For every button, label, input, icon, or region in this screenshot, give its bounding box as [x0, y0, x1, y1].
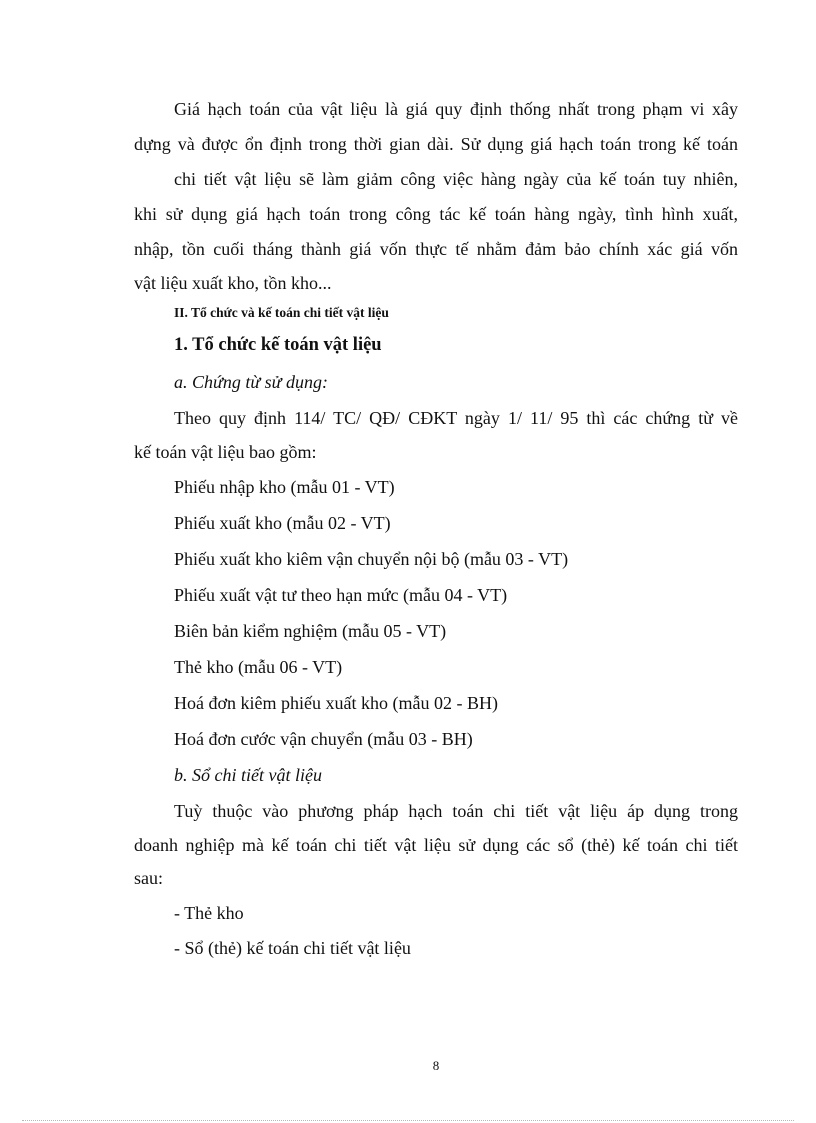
section-heading: II. Tổ chức và kế toán chi tiết vật liệu	[174, 305, 389, 320]
document-list-item: Phiếu xuất vật tư theo hạn mức (mẫu 04 - VT)	[174, 585, 508, 605]
page-bottom-divider	[22, 1120, 794, 1121]
paragraph4-line3: sau:	[134, 868, 163, 888]
document-list-item: Thẻ kho (mẫu 06 - VT)	[174, 657, 343, 677]
paragraph2-line1: chi tiết vật liệu sẽ làm giảm công việc hàng ngày của kế toán tuy nhiên,	[174, 169, 738, 189]
document-list-item: Phiếu xuất kho (mẫu 02 - VT)	[174, 513, 391, 533]
paragraph4-line1: Tuỳ thuộc vào phương pháp hạch toán chi tiết vật liệu áp dụng trong	[174, 801, 738, 821]
document-list-item: Biên bản kiểm nghiệm (mẫu 05 - VT)	[174, 621, 447, 641]
document-list-item: Phiếu xuất kho kiêm vận chuyển nội bộ (mẫu 03 - VT)	[174, 549, 569, 569]
paragraph1-line2: dựng và được ổn định trong thời gian dài. Sử dụng giá hạch toán trong kế toán	[134, 134, 738, 154]
paragraph3-line1: Theo quy định 114/ TC/ QĐ/ CĐKT ngày 1/ 11/ 95 thì các chứng từ về	[174, 408, 738, 428]
paragraph1-line1: Giá hạch toán của vật liệu là giá quy định thống nhất trong phạm vi xây	[174, 99, 738, 119]
paragraph3-line2: kế toán vật liệu bao gồm:	[134, 442, 317, 462]
book-list-item: - Thẻ kho	[174, 903, 244, 923]
subsection-heading: 1. Tổ chức kế toán vật liệu	[174, 335, 382, 355]
book-list-item: - Sổ (thẻ) kế toán chi tiết vật liệu	[174, 938, 411, 958]
paragraph2-line2: khi sử dụng giá hạch toán trong công tác kế toán hàng ngày, tình hình xuất,	[134, 204, 738, 224]
paragraph4-line2: doanh nghiệp mà kế toán chi tiết vật liệu sử dụng các sổ (thẻ) kế toán chi tiết	[134, 835, 738, 855]
paragraph2-line4: vật liệu xuất kho, tồn kho...	[134, 273, 332, 293]
paragraph2-line3: nhập, tồn cuối tháng thành giá vốn thực tế nhằm đảm bảo chính xác giá vốn	[134, 239, 738, 259]
page-number: 8	[432, 1058, 440, 1073]
part-b-title: b. Sổ chi tiết vật liệu	[174, 765, 322, 785]
document-list-item: Hoá đơn cước vận chuyển (mẫu 03 - BH)	[174, 729, 473, 749]
document-list-item: Phiếu nhập kho (mẫu 01 - VT)	[174, 477, 395, 497]
part-a-title: a. Chứng từ sử dụng:	[174, 372, 328, 392]
document-list-item: Hoá đơn kiêm phiếu xuất kho (mẫu 02 - BH)	[174, 693, 498, 713]
